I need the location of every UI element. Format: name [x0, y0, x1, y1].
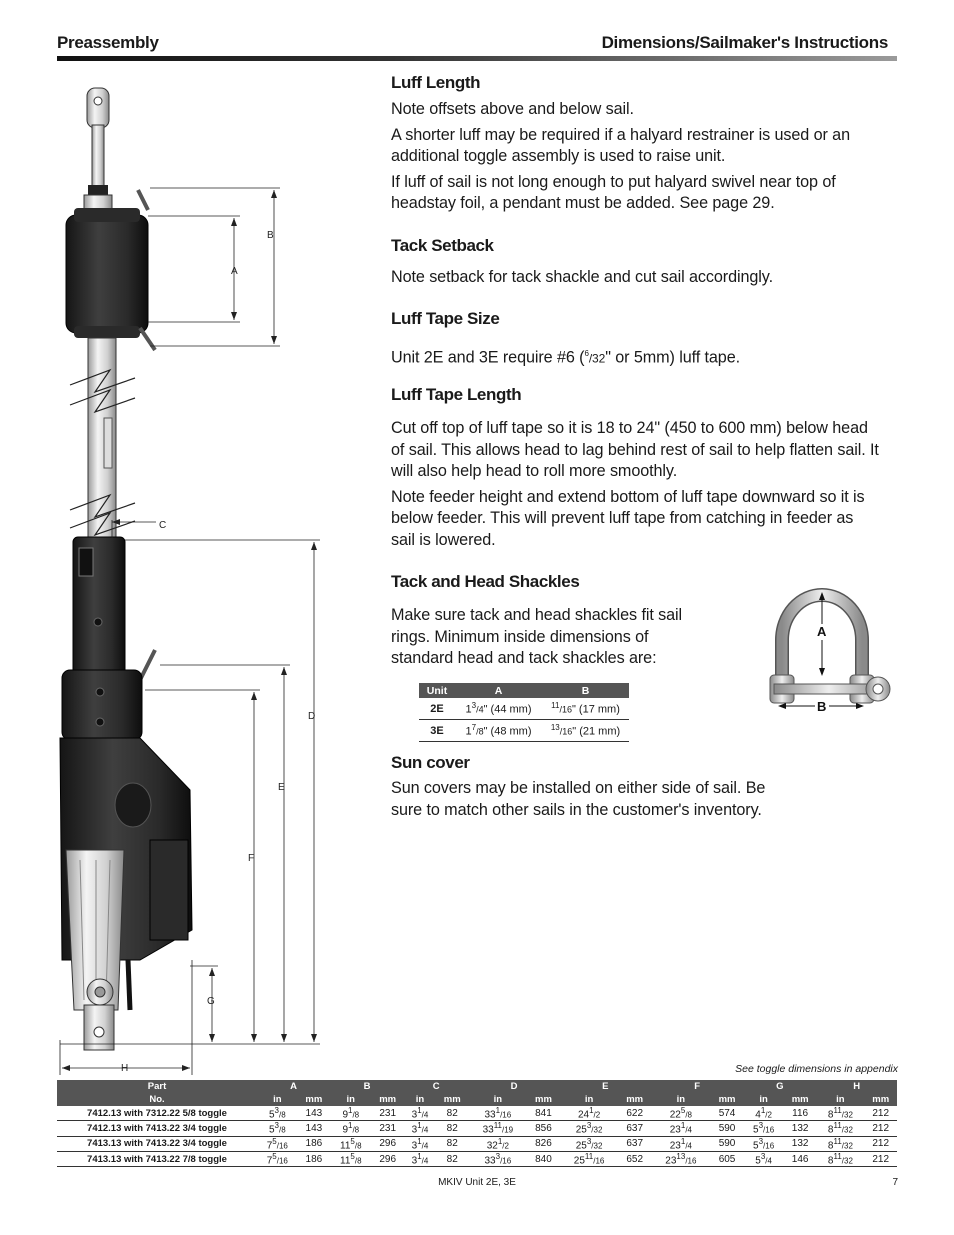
- dim-label-g: G: [207, 996, 215, 1007]
- cell-inches: $9^1/8$: [330, 1121, 371, 1136]
- cell-mm: 605: [711, 1151, 743, 1166]
- dim-label-d: D: [308, 711, 316, 722]
- cell-inches: $5^3/16$: [743, 1121, 784, 1136]
- cell-mm: 132: [784, 1121, 816, 1136]
- unit-header: mm: [527, 1093, 559, 1106]
- sun-cover-title: Sun cover: [391, 753, 470, 772]
- toggle-note: See toggle dimensions in appendix: [735, 1063, 898, 1075]
- cell-mm: 82: [436, 1106, 468, 1121]
- tack-setback-section: [391, 236, 881, 289]
- part-header-no: No.: [57, 1093, 257, 1106]
- luff-length-p2: A shorter luff may be required if a halyard restrainer is used or an additional toggle assembly is used to raise unit.: [391, 125, 850, 165]
- shackle-col-a: A: [455, 683, 542, 698]
- luff-tape-size-title: Luff Tape Size: [391, 309, 500, 328]
- dim-label-b: B: [267, 230, 274, 241]
- cell-inches: $23^{13}/16$: [651, 1151, 711, 1166]
- cell-inches: $7^5/16$: [257, 1151, 298, 1166]
- cell-inches: $7^5/16$: [257, 1136, 298, 1151]
- cell-mm: 296: [371, 1136, 403, 1151]
- luff-tape-length-p2: Note feeder height and extend bottom of luff tape downward so it is below feeder. This will prevent luff tape from catching in feeder as sail is lowered.: [391, 487, 865, 549]
- group-header: A: [257, 1080, 330, 1093]
- cell-inches: $5^3/8$: [257, 1106, 298, 1121]
- cell-inches: $11^5/8$: [330, 1136, 371, 1151]
- shackles-p1: Make sure tack and head shackles fit sail rings. Minimum inside dimensions of standard head and tack shackles are:: [391, 606, 683, 667]
- luff-length-section: [391, 73, 881, 215]
- cell-inches: $32^1/2$: [468, 1136, 527, 1151]
- dimensions-table: [57, 1080, 897, 1167]
- cell-inches: $5^3/8$: [257, 1121, 298, 1136]
- cell-mm: 826: [527, 1136, 559, 1151]
- luff-length-title: Luff Length: [391, 73, 481, 92]
- table-row: [57, 1121, 897, 1136]
- cell-mm: 212: [864, 1136, 897, 1151]
- cell-mm: 856: [527, 1121, 559, 1136]
- sun-cover-section: [391, 753, 791, 821]
- tack-setback-title: Tack Setback: [391, 236, 494, 255]
- cell-inches: $5^3/16$: [743, 1136, 784, 1151]
- cell-inches: $25^3/32$: [560, 1136, 619, 1151]
- part-header: Part: [57, 1080, 257, 1093]
- cell-mm: 622: [618, 1106, 650, 1121]
- cell-mm: 590: [711, 1136, 743, 1151]
- cell-inches: $25^3/32$: [560, 1121, 619, 1136]
- dim-label-e: E: [278, 782, 285, 793]
- unit-header: mm: [618, 1093, 650, 1106]
- cell-mm: 146: [784, 1151, 816, 1166]
- unit-header: mm: [298, 1093, 330, 1106]
- dim-label-c: C: [159, 520, 167, 531]
- cell-mm: 82: [436, 1151, 468, 1166]
- cell-mm: 296: [371, 1151, 403, 1166]
- table-row: [57, 1106, 897, 1121]
- furler-unit-diagram: [50, 80, 340, 1080]
- unit-header: in: [404, 1093, 436, 1106]
- shackle-col-b: B: [542, 683, 629, 698]
- cell-inches: $22^5/8$: [651, 1106, 711, 1121]
- unit-header: in: [651, 1093, 711, 1106]
- section-heading-left: Preassembly: [57, 33, 159, 52]
- cell-mm: 143: [298, 1121, 330, 1136]
- dim-label-a: A: [231, 266, 238, 277]
- cell-inches: $24^1/2$: [560, 1106, 619, 1121]
- cell-inches: $3^1/4$: [404, 1151, 436, 1166]
- shackles-section: [391, 572, 701, 670]
- luff-tape-size-p1: Unit 2E and 3E require #6 ($^6$/32" or 5mm) luff tape.: [391, 348, 741, 367]
- sun-cover-p1: Sun covers may be installed on either side of sail. Be sure to match other sails in the customer's inventory.: [391, 779, 766, 819]
- page-number: 7: [892, 1177, 898, 1188]
- part-number: 7412.13 with 7413.22 3/4 toggle: [57, 1121, 257, 1136]
- luff-tape-length-section: [391, 385, 881, 551]
- luff-tape-size-section: [391, 309, 881, 370]
- group-header: D: [468, 1080, 559, 1093]
- shackle-diagram: [765, 575, 895, 720]
- cell-inches: $33^{11}/19$: [468, 1121, 527, 1136]
- cell-mm: 82: [436, 1136, 468, 1151]
- part-number: 7413.13 with 7413.22 7/8 toggle: [57, 1151, 257, 1166]
- tack-setback-p1: Note setback for tack shackle and cut sail accordingly.: [391, 268, 773, 286]
- section-heading-right: Dimensions/Sailmaker's Instructions: [601, 33, 888, 52]
- table-row: 2E $1^3/4$" (44 mm) $^{11}$/16" (17 mm): [419, 698, 629, 720]
- unit-header: in: [330, 1093, 371, 1106]
- cell-mm: 652: [618, 1151, 650, 1166]
- unit-header: mm: [711, 1093, 743, 1106]
- footer-title: MKIV Unit 2E, 3E: [438, 1177, 516, 1188]
- table-row: 3E $1^7/8$" (48 mm) $^{13}$/16" (21 mm): [419, 720, 629, 742]
- cell-mm: 132: [784, 1136, 816, 1151]
- header-rule: [57, 56, 897, 61]
- part-number: 7412.13 with 7312.22 5/8 toggle: [57, 1106, 257, 1121]
- cell-inches: $3^1/4$: [404, 1136, 436, 1151]
- table-row: [57, 1151, 897, 1166]
- shackle-label-b: B: [817, 699, 827, 714]
- cell-inches: $8^{11}/32$: [816, 1106, 864, 1121]
- cell-inches: $3^1/4$: [404, 1106, 436, 1121]
- cell-mm: 116: [784, 1106, 816, 1121]
- unit-header: mm: [436, 1093, 468, 1106]
- group-header: B: [330, 1080, 404, 1093]
- cell-inches: $4^1/2$: [743, 1106, 784, 1121]
- cell-mm: 186: [298, 1136, 330, 1151]
- part-number: 7413.13 with 7413.22 3/4 toggle: [57, 1136, 257, 1151]
- cell-mm: 212: [864, 1121, 897, 1136]
- cell-inches: $3^1/4$: [404, 1121, 436, 1136]
- cell-inches: $9^1/8$: [330, 1106, 371, 1121]
- cell-mm: 143: [298, 1106, 330, 1121]
- cell-mm: 590: [711, 1121, 743, 1136]
- unit-header: in: [257, 1093, 298, 1106]
- cell-mm: 637: [618, 1121, 650, 1136]
- cell-mm: 231: [371, 1106, 403, 1121]
- cell-inches: $23^1/4$: [651, 1136, 711, 1151]
- unit-header: in: [816, 1093, 864, 1106]
- table-row: [57, 1136, 897, 1151]
- cell-mm: 82: [436, 1121, 468, 1136]
- cell-inches: $8^{11}/32$: [816, 1151, 864, 1166]
- cell-inches: $8^{11}/32$: [816, 1121, 864, 1136]
- group-header: H: [816, 1080, 897, 1093]
- unit-header: mm: [864, 1093, 897, 1106]
- unit-header: mm: [784, 1093, 816, 1106]
- shackle-col-unit: Unit: [419, 683, 455, 698]
- unit-header: mm: [371, 1093, 403, 1106]
- cell-inches: $11^5/8$: [330, 1151, 371, 1166]
- cell-mm: 637: [618, 1136, 650, 1151]
- cell-mm: 840: [527, 1151, 559, 1166]
- unit-header: in: [560, 1093, 619, 1106]
- cell-inches: $8^{11}/32$: [816, 1136, 864, 1151]
- cell-inches: $33^3/16$: [468, 1151, 527, 1166]
- cell-mm: 212: [864, 1151, 897, 1166]
- dim-label-f: F: [248, 853, 255, 864]
- group-header: E: [560, 1080, 651, 1093]
- cell-inches: $25^{11}/16$: [560, 1151, 619, 1166]
- cell-mm: 212: [864, 1106, 897, 1121]
- dim-label-h: H: [121, 1063, 129, 1074]
- luff-tape-length-title: Luff Tape Length: [391, 385, 522, 404]
- cell-inches: $23^1/4$: [651, 1121, 711, 1136]
- cell-inches: $5^3/4$: [743, 1151, 784, 1166]
- cell-mm: 231: [371, 1121, 403, 1136]
- unit-header: in: [743, 1093, 784, 1106]
- group-header: F: [651, 1080, 743, 1093]
- cell-mm: 841: [527, 1106, 559, 1121]
- group-header: G: [743, 1080, 816, 1093]
- cell-mm: 186: [298, 1151, 330, 1166]
- cell-inches: $33^1/16$: [468, 1106, 527, 1121]
- shackles-title: Tack and Head Shackles: [391, 572, 580, 591]
- shackle-dimensions-table: [419, 683, 629, 742]
- luff-length-p3: If luff of sail is not long enough to put halyard swivel near top of headstay foil, a pendant must be added. See page 29.: [391, 172, 836, 212]
- shackle-label-a: A: [817, 624, 827, 639]
- unit-header: in: [468, 1093, 527, 1106]
- luff-length-p1: Note offsets above and below sail.: [391, 100, 634, 118]
- cell-mm: 574: [711, 1106, 743, 1121]
- luff-tape-length-p1: Cut off top of luff tape so it is 18 to 24" (450 to 600 mm) below head of sail. This allows head to lag behind rest of sail to help flatten sail. It will also help head to roll more smoothly.: [391, 419, 879, 480]
- group-header: C: [404, 1080, 469, 1093]
